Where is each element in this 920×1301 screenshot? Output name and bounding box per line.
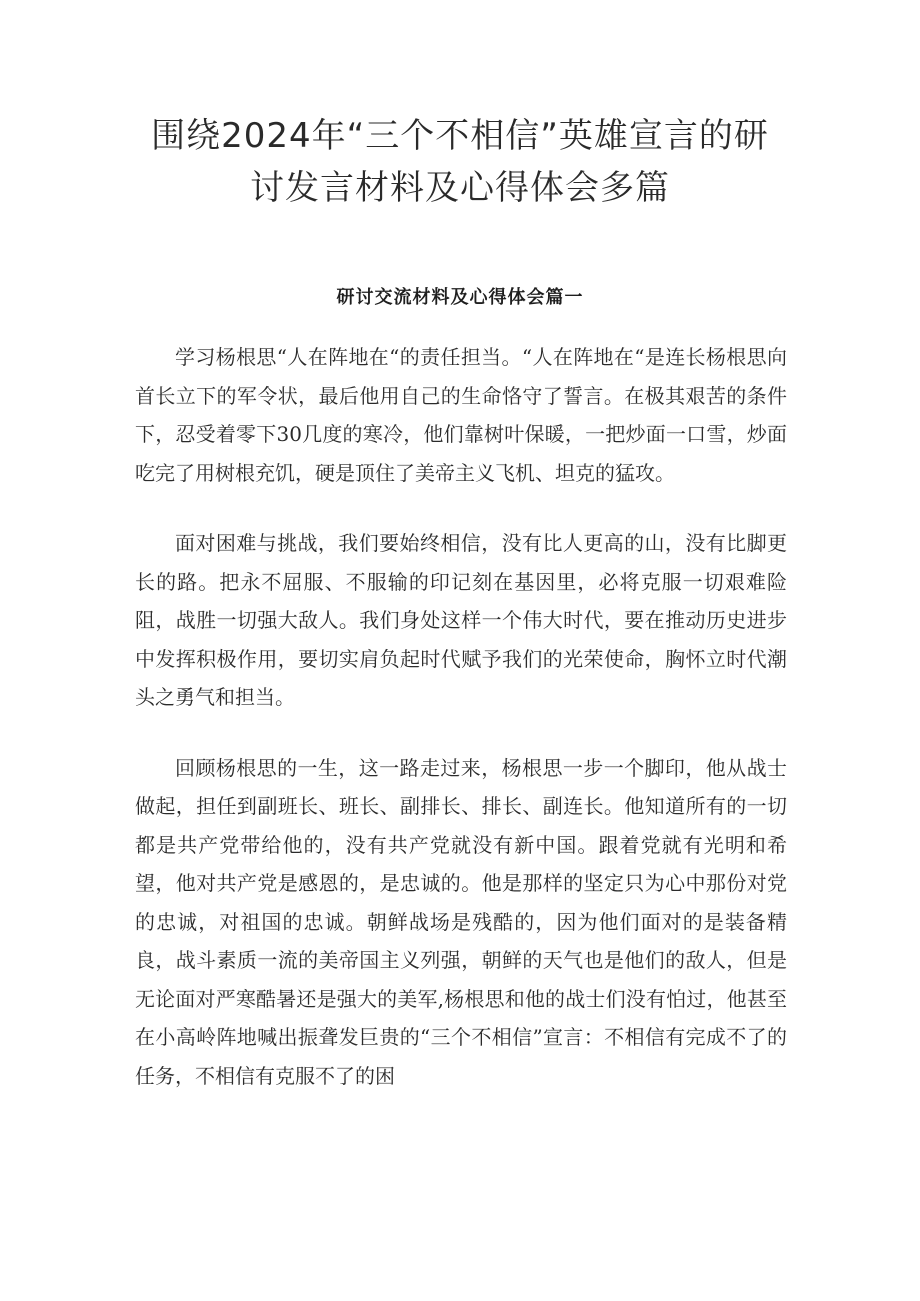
- document-title: [120, 110, 800, 214]
- body-paragraph-2: 面对困难与挑战，我们要始终相信，没有比人更高的山，没有比脚更长的路。把永不屈服、不服输的印记刻在基因里，必将克服一切艰难险阻，战胜一切强大敌人。我们身处这样一个伟大时代，要在推动历史进步中发挥积极作用，要切实肩负起时代赋予我们的光荣使命，胸怀立时代潮头之勇气和担当。: [135, 531, 787, 709]
- body-paragraph-3: 回顾杨根思的一生，这一路走过来，杨根思一步一个脚印，他从战士做起，担任到副班长、班长、副排长、排长、副连长。他知道所有的一切都是共产党带给他的，没有共产党就没有新中国。跟着党就有光明和希望，他对共产党是感恩的，是忠诚的。他是那样的坚定只为心中那份对党的忠诚，对祖国的忠诚。朝鲜战场是残酷的，因为他们面对的是装备精良，战斗素质一流的美帝国主义列强，朝鲜的天气也是他们的敌人，但是无论面对严寒酷暑还是强大的美军,杨根思和他的战士们没有怕过，他甚至在小高岭阵地喊出振聋发巨贵的“三个不相信”宣言：不相信有完成不了的任务，不相信有克服不了的困: [135, 755, 787, 1088]
- document-title-line-1: 围绕2024年“三个不相信”英雄宣言的研: [151, 116, 769, 156]
- body-paragraph-1: 学习杨根思“人在阵地在“的责任担当。“人在阵地在“是连长杨根思向首长立下的军令状，最后他用自己的生命恪守了誓言。在极其艰苦的条件下，忍受着零下30几度的寒冷，他们靠树叶保暖，一把炒面一口雪，炒面吃完了用树根充饥，硬是顶住了美帝主义飞机、坦克的猛攻。: [135, 345, 787, 485]
- document-title-line-2: 讨发言材料及心得体会多篇: [250, 168, 670, 208]
- document-body: [135, 338, 787, 1127]
- section-heading: 研讨交流材料及心得体会篇一: [336, 287, 584, 308]
